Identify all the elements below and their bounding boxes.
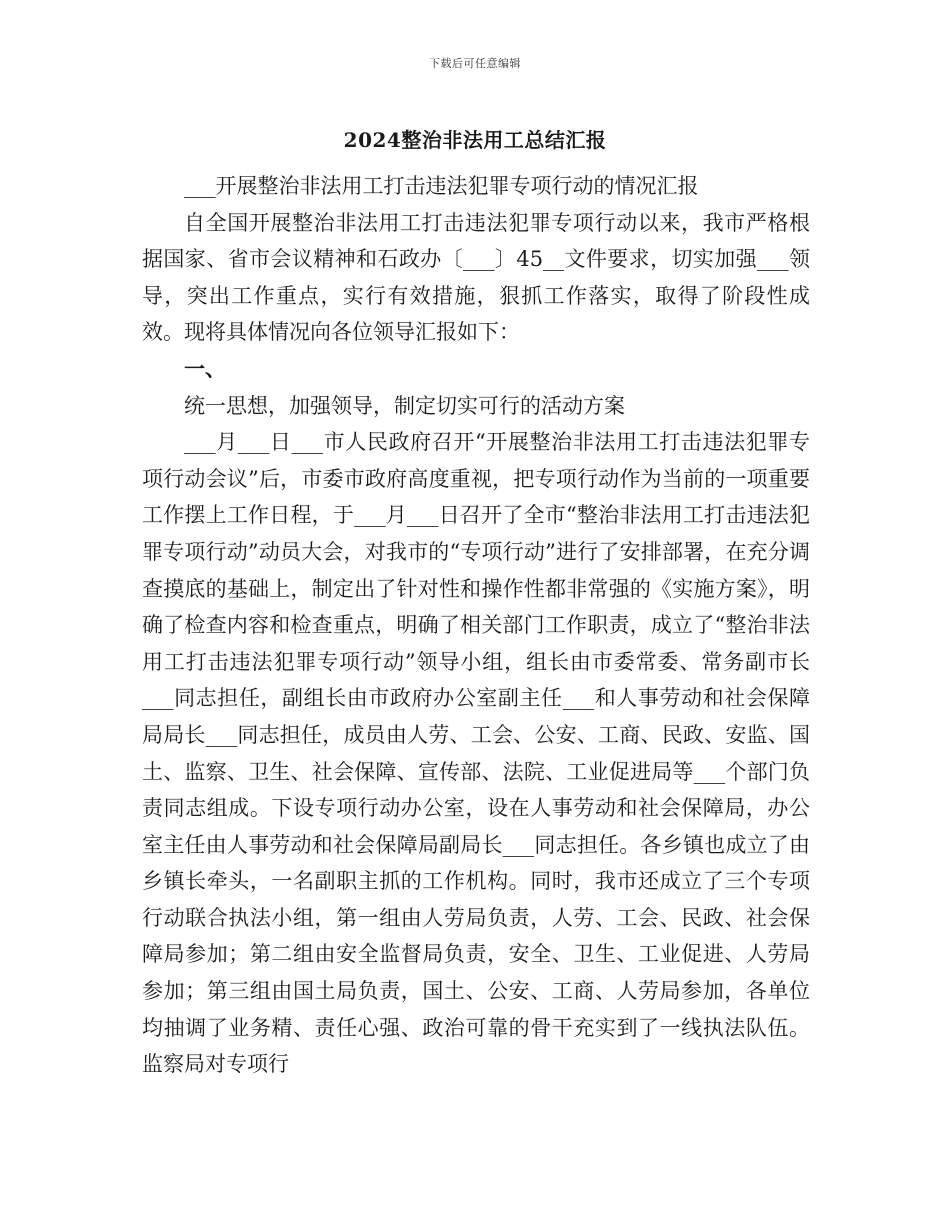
section-heading: 统一思想，加强领导，制定切实可行的活动方案 [184,393,625,418]
intro-paragraph: 自全国开展整治非法用工打击违法犯罪专项行动以来，我市严格根据国家、省市会议精神和石政办〔___〕45__文件要求，切实加强___领导，突出工作重点，实行有效措施，狠抓工作落实，取得了阶段性成效。现将具体情况向各位领导汇报如下： [142,210,810,345]
body-paragraph: ___月___日___市人民政府召开“开展整治非法用工打击违法犯罪专项行动会议”后，市委市政府高度重视，把专项行动作为当前的一项重要工作摆上工作日程，于___月___日召开了全市“整治非法用工打击违法犯罪专项行动”动员大会，对我市的“专项行动”进行了安排部署，在充分调查摸底的基础上，制定出了针对性和操作性都非常强的《实施方案》，明确了检查内容和检查重点，明确了相关部门工作职责，成立了“整治非法用工打击违法犯罪专项行动”领导小组，组长由市委常委、常务副市长___同志担任，副组长由市政府办公室副主任___和人事劳动和社会保障局局长___同志担任，成员由人劳、工会、公安、工商、民政、安监、国土、监察、卫生、社会保障、宣传部、法院、工业促进局等___个部门负责同志组成。下设专项行动办公室，设在人事劳动和社会保障局，办公室主任由人事劳动和社会保障局副局长___同志担任。各乡镇也成立了由乡镇长牵头，一名副职主抓的工作机构。同时，我市还成立了三个专项行动联合执法小组，第一组由人劳局负责，人劳、工会、民政、社会保障局参加；第二组由安全监督局负责，安全、卫生、工业促进、人劳局参加；第三组由国土局负责，国土、公安、工商、人劳局参加，各单位均抽调了业务精、责任心强、政治可靠的骨干充实到了一线执法队伍。监察局对专项行 [142,430,810,1077]
subtitle-paragraph: ___开展整治非法用工打击违法犯罪专项行动的情况汇报 [184,174,699,198]
section-number-heading: 一、 [184,355,226,381]
document-body [142,168,810,1083]
document-title: 2024整治非法用工总结汇报 [343,128,607,152]
header-note: 下载后可任意编辑 [429,57,521,70]
